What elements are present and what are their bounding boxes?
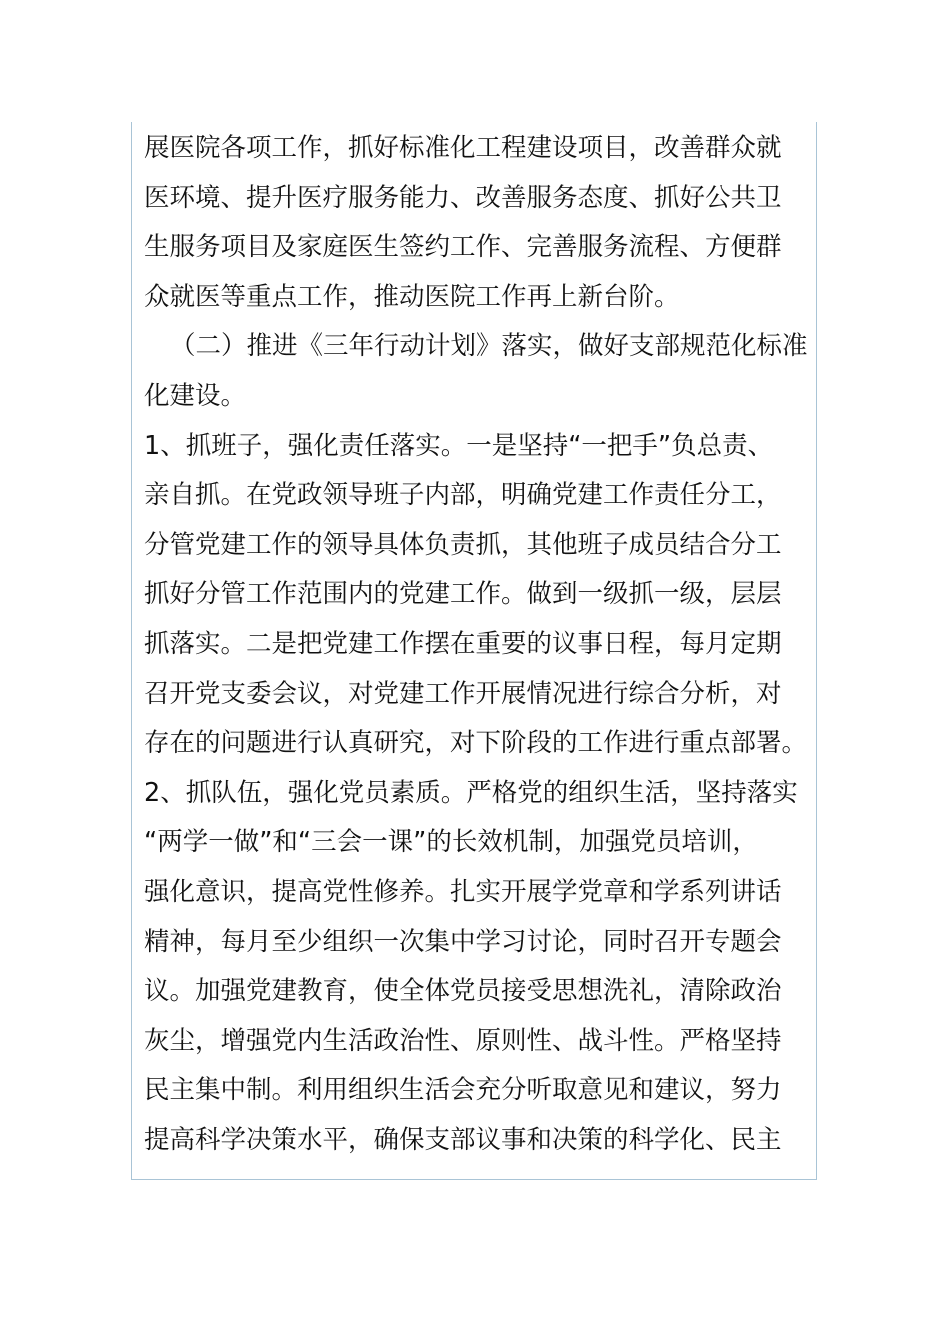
text-line: 精神，每月至少组织一次集中学习讨论，同时召开专题会 — [144, 926, 782, 957]
text-line: 众就医等重点工作，推动医院工作再上新台阶。 — [144, 281, 680, 312]
text-line: 召开党支委会议，对党建工作开展情况进行综合分析，对 — [144, 678, 782, 709]
text-line: 存在的问题进行认真研究，对下阶段的工作进行重点部署。 — [144, 728, 808, 759]
text-line: 2、抓队伍，强化党员素质。严格党的组织生活，坚持落实 — [144, 777, 798, 808]
text-line: “两学一做”和“三会一课”的长效机制，加强党员培训， — [144, 827, 758, 858]
text-line: 分管党建工作的领导具体负责抓，其他班子成员结合分工 — [144, 529, 782, 560]
text-line: 提高科学决策水平，确保支部议事和决策的科学化、民主 — [144, 1124, 782, 1155]
section-heading: （二）推进《三年行动计划》落实，做好支部规范化标准 — [170, 331, 808, 362]
text-line: 1、抓班子，强化责任落实。一是坚持“一把手”负总责、 — [144, 430, 774, 461]
text-line: 生服务项目及家庭医生签约工作、完善服务流程、方便群 — [144, 232, 782, 263]
document-body — [144, 124, 810, 1165]
text-line: 民主集中制。利用组织生活会充分听取意见和建议，努力 — [144, 1075, 782, 1106]
text-line: 展医院各项工作，抓好标准化工程建设项目，改善群众就 — [144, 133, 782, 163]
text-line: 灰尘，增强党内生活政治性、原则性、战斗性。严格坚持 — [144, 1025, 782, 1056]
text-line: 化建设。 — [144, 380, 247, 411]
text-line: 强化意识，提高党性修养。扎实开展学党章和学系列讲话 — [144, 876, 782, 907]
text-line: 亲自抓。在党政领导班子内部，明确党建工作责任分工， — [144, 480, 782, 511]
text-line: 抓好分管工作范围内的党建工作。做到一级抓一级，层层 — [144, 579, 782, 610]
text-line: 医环境、提升医疗服务能力、改善服务态度、抓好公共卫 — [144, 182, 782, 213]
text-line: 抓落实。二是把党建工作摆在重要的议事日程，每月定期 — [144, 628, 782, 659]
text-line: 议。加强党建教育，使全体党员接受思想洗礼，清除政治 — [144, 976, 782, 1007]
